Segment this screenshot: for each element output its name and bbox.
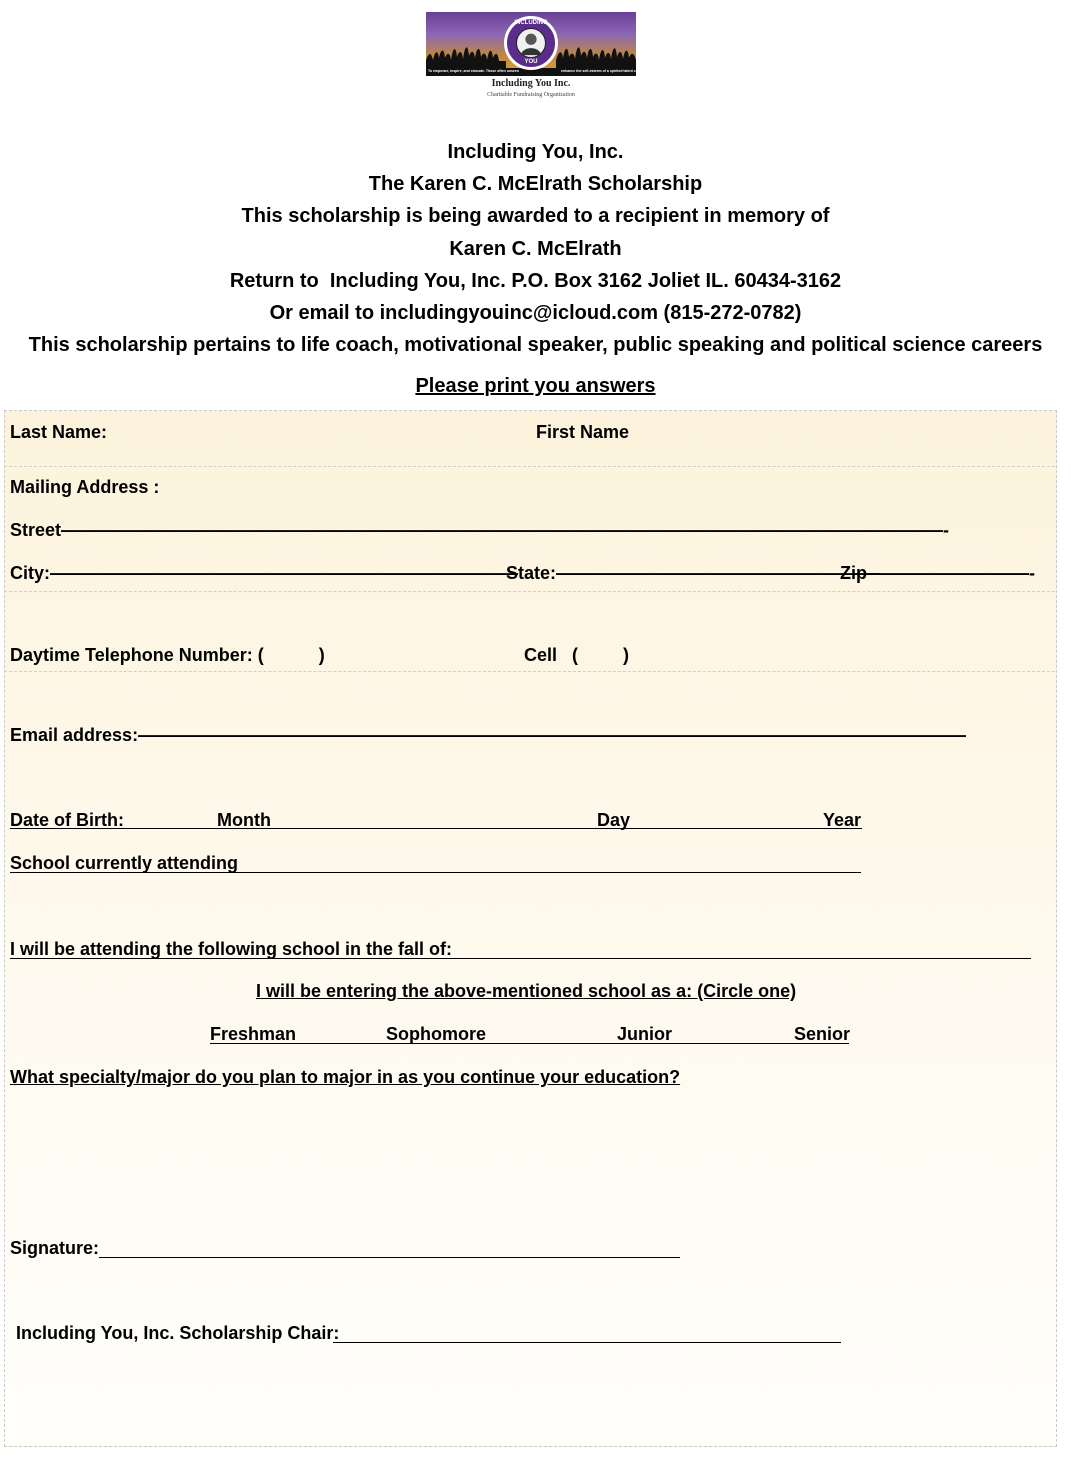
entering-class-prompt: I will be entering the above-mentioned school as a: (Circle one) <box>256 981 797 1001</box>
cell-phone-field[interactable]: Cell ( ) <box>524 645 630 665</box>
dob-underline <box>10 828 862 829</box>
logo-name: Including You Inc. <box>491 78 571 89</box>
section-divider <box>4 466 1055 467</box>
scholarship-name: The Karen C. McElrath Scholarship <box>368 173 703 195</box>
logo-tagline-left: To empower, inspire, and educate. Those often unseen <box>428 69 519 73</box>
logo-badge-bottom-text: YOU <box>524 59 538 65</box>
memorial-name: Karen C. McElrath <box>449 238 622 260</box>
logo-badge <box>504 16 558 70</box>
organization-logo <box>426 12 653 100</box>
signature-underline <box>99 1257 680 1258</box>
logo-tagline-right: enhance the self-esteem of a spirited talent community <box>561 69 653 73</box>
section-divider <box>4 671 1055 672</box>
school-current-field[interactable]: School currently attending <box>10 853 239 873</box>
school-fall-field[interactable]: I will be attending the following school in the fall of: <box>10 939 452 959</box>
org-name: Including You, Inc. <box>447 141 624 163</box>
contact-line: Or email to includingyouinc@icloud.com (815-272-0782) <box>269 302 802 324</box>
class-option-senior[interactable]: Senior <box>794 1024 851 1044</box>
class-option-sophomore[interactable]: Sophomore <box>386 1024 487 1044</box>
dob-month-field[interactable]: Month <box>217 810 271 830</box>
print-instruction: Please print you answers <box>415 375 656 397</box>
email-field[interactable]: Email address:—————————————————————————————————————————————— <box>10 725 967 745</box>
chair-underline <box>333 1342 841 1343</box>
major-question: What specialty/major do you plan to major in as you continue your education? <box>10 1067 681 1087</box>
daytime-phone-field[interactable]: Daytime Telephone Number: ( ) <box>10 645 325 665</box>
class-option-freshman[interactable]: Freshman <box>210 1024 297 1044</box>
logo-subtitle: Charitable Fundraising Organization <box>487 92 575 98</box>
major-answer-area[interactable] <box>10 1090 1050 1220</box>
street-field[interactable]: Street—————————————————————————————————————————————————- <box>10 520 950 540</box>
dob-label: Date of Birth: <box>10 810 124 830</box>
class-options-underline <box>210 1043 849 1044</box>
chair-signature-field[interactable]: Including You, Inc. Scholarship Chair: <box>16 1323 340 1343</box>
signature-field[interactable]: Signature: <box>10 1238 100 1258</box>
careers-line: This scholarship pertains to life coach, motivational speaker, public speaking and political science careers <box>28 334 1043 356</box>
dob-day-field[interactable]: Day <box>597 810 631 830</box>
zip-field[interactable]: Zip—————————- <box>840 563 1035 583</box>
logo-badge-top-text: INCLUDING <box>514 20 548 26</box>
city-field[interactable]: City:—————————————————————————— <box>10 563 518 583</box>
return-address: Return to Including You, Inc. P.O. Box 3162 Joliet IL. 60434-3162 <box>229 270 842 292</box>
section-divider <box>4 591 1055 592</box>
class-option-junior[interactable]: Junior <box>617 1024 673 1044</box>
last-name-field[interactable]: Last Name: <box>10 422 108 442</box>
dob-year-field[interactable]: Year <box>823 810 862 830</box>
mailing-address-label: Mailing Address : <box>10 477 160 497</box>
state-field[interactable]: State:—————————————————— <box>506 563 881 583</box>
portrait-icon <box>516 28 546 58</box>
first-name-field[interactable]: First Name <box>536 422 630 442</box>
award-line: This scholarship is being awarded to a recipient in memory of <box>241 205 830 227</box>
